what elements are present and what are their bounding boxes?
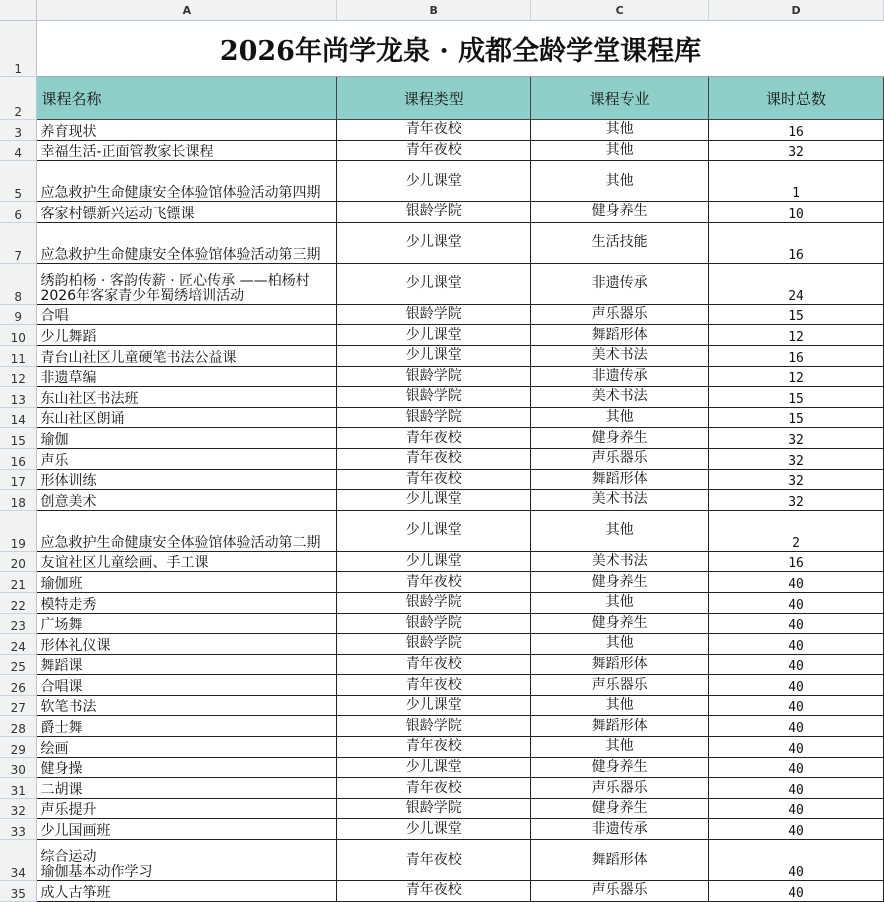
course-type-cell[interactable]: 青年夜校 (337, 428, 531, 449)
course-major-cell[interactable]: 非遗传承 (531, 366, 709, 387)
course-major-cell[interactable]: 健身养生 (531, 572, 709, 593)
course-name-cell[interactable]: 东山社区朗诵 (37, 407, 337, 428)
course-major-cell[interactable]: 美术书法 (531, 490, 709, 511)
row-header[interactable]: 13 (0, 387, 37, 408)
total-hours-cell[interactable]: 16 (709, 222, 884, 263)
total-hours-cell[interactable]: 40 (709, 634, 884, 655)
row-header[interactable]: 16 (0, 448, 37, 469)
table-row (0, 345, 884, 366)
course-name-cell[interactable]: 客家村镖新兴运动飞镖课 (37, 202, 337, 223)
course-major-cell[interactable]: 舞蹈形体 (531, 840, 709, 881)
course-type-cell[interactable]: 少儿课堂 (337, 263, 531, 304)
total-hours-cell[interactable]: 40 (709, 757, 884, 778)
course-type-cell[interactable]: 银龄学院 (337, 798, 531, 819)
course-type-cell[interactable]: 青年夜校 (337, 778, 531, 799)
row-header[interactable]: 6 (0, 202, 37, 223)
table-row (0, 469, 884, 490)
course-type-cell[interactable]: 青年夜校 (337, 469, 531, 490)
course-type-cell[interactable]: 青年夜校 (337, 120, 531, 141)
course-major-cell[interactable]: 其他 (531, 140, 709, 161)
row-header[interactable]: 25 (0, 654, 37, 675)
total-hours-cell[interactable]: 32 (709, 448, 884, 469)
table-row (0, 407, 884, 428)
course-major-cell[interactable]: 美术书法 (531, 387, 709, 408)
course-name-cell[interactable]: 二胡课 (37, 778, 337, 799)
row-header[interactable]: 18 (0, 490, 37, 511)
course-name-cell[interactable]: 少儿国画班 (37, 819, 337, 840)
header-course-type[interactable]: 课程类型 (337, 77, 531, 120)
table-row (0, 572, 884, 593)
course-type-cell[interactable]: 银龄学院 (337, 592, 531, 613)
table-row (0, 120, 884, 141)
course-major-cell[interactable]: 其他 (531, 120, 709, 141)
total-hours-cell[interactable]: 15 (709, 304, 884, 325)
table-row (0, 222, 884, 263)
total-hours-cell[interactable]: 40 (709, 881, 884, 902)
row-header[interactable]: 10 (0, 325, 37, 346)
course-type-cell[interactable]: 银龄学院 (337, 634, 531, 655)
table-row (0, 510, 884, 551)
course-type-cell[interactable]: 银龄学院 (337, 716, 531, 737)
table-row (0, 161, 884, 202)
course-type-cell[interactable]: 少儿课堂 (337, 490, 531, 511)
course-type-cell[interactable]: 青年夜校 (337, 140, 531, 161)
course-type-cell[interactable]: 少儿课堂 (337, 325, 531, 346)
course-type-cell[interactable]: 青年夜校 (337, 654, 531, 675)
total-hours-cell[interactable]: 40 (709, 675, 884, 696)
course-major-cell[interactable]: 非遗传承 (531, 819, 709, 840)
course-major-cell[interactable]: 声乐器乐 (531, 675, 709, 696)
table-row (0, 592, 884, 613)
row-header[interactable]: 2 (0, 77, 37, 120)
course-major-cell[interactable]: 其他 (531, 695, 709, 716)
course-major-cell[interactable]: 舞蹈形体 (531, 654, 709, 675)
table-row (0, 778, 884, 799)
course-name-cell[interactable]: 爵士舞 (37, 716, 337, 737)
total-hours-cell[interactable]: 15 (709, 387, 884, 408)
table-row (0, 490, 884, 511)
course-type-cell[interactable]: 少儿课堂 (337, 510, 531, 551)
row-header[interactable]: 15 (0, 428, 37, 449)
course-name-cell[interactable]: 综合运动 瑜伽基本动作学习 (37, 840, 337, 881)
table-row (0, 263, 884, 304)
row-header[interactable]: 20 (0, 551, 37, 572)
course-major-cell[interactable]: 美术书法 (531, 345, 709, 366)
course-name-cell[interactable]: 声乐提升 (37, 798, 337, 819)
course-type-cell[interactable]: 少儿课堂 (337, 345, 531, 366)
course-type-cell[interactable]: 银龄学院 (337, 304, 531, 325)
total-hours-cell[interactable]: 40 (709, 778, 884, 799)
total-hours-cell[interactable]: 40 (709, 737, 884, 758)
select-all-corner[interactable] (0, 0, 37, 21)
course-major-cell[interactable]: 其他 (531, 407, 709, 428)
course-name-cell[interactable]: 绣韵柏杨 · 客韵传薪 · 匠心传承 ——柏杨村2026年客家青少年蜀绣培训活动 (37, 263, 337, 304)
total-hours-cell[interactable]: 40 (709, 716, 884, 737)
course-type-cell[interactable]: 银龄学院 (337, 202, 531, 223)
course-name-cell[interactable]: 幸福生活-正面管教家长课程 (37, 140, 337, 161)
table-row (0, 840, 884, 881)
course-major-cell[interactable]: 其他 (531, 634, 709, 655)
table-row (0, 881, 884, 902)
course-name-cell[interactable]: 声乐 (37, 448, 337, 469)
row-header[interactable]: 26 (0, 675, 37, 696)
course-major-cell[interactable]: 舞蹈形体 (531, 325, 709, 346)
course-major-cell[interactable]: 声乐器乐 (531, 448, 709, 469)
course-major-cell[interactable]: 健身养生 (531, 757, 709, 778)
table-row (0, 551, 884, 572)
table-row (0, 737, 884, 758)
course-major-cell[interactable]: 声乐器乐 (531, 881, 709, 902)
course-name-cell[interactable]: 东山社区书法班 (37, 387, 337, 408)
course-major-cell[interactable]: 舞蹈形体 (531, 469, 709, 490)
table-row (0, 716, 884, 737)
total-hours-cell[interactable]: 24 (709, 263, 884, 304)
row-header[interactable]: 23 (0, 613, 37, 634)
course-name-cell[interactable]: 合唱课 (37, 675, 337, 696)
course-type-cell[interactable]: 银龄学院 (337, 366, 531, 387)
course-major-cell[interactable]: 健身养生 (531, 428, 709, 449)
table-row (0, 798, 884, 819)
table-row (0, 613, 884, 634)
row-header[interactable]: 29 (0, 737, 37, 758)
course-name-cell[interactable]: 青台山社区儿童硬笔书法公益课 (37, 345, 337, 366)
course-type-cell[interactable]: 少儿课堂 (337, 757, 531, 778)
column-header-b[interactable]: B (337, 0, 531, 21)
total-hours-cell[interactable]: 12 (709, 366, 884, 387)
total-hours-cell[interactable]: 32 (709, 140, 884, 161)
course-type-cell[interactable]: 少儿课堂 (337, 161, 531, 202)
course-major-cell[interactable]: 其他 (531, 737, 709, 758)
total-hours-cell[interactable]: 32 (709, 428, 884, 449)
total-hours-cell[interactable]: 32 (709, 490, 884, 511)
course-type-cell[interactable]: 少儿课堂 (337, 819, 531, 840)
row-header[interactable]: 22 (0, 592, 37, 613)
total-hours-cell[interactable]: 16 (709, 120, 884, 141)
course-name-cell[interactable]: 应急救护生命健康安全体验馆体验活动第二期 (37, 510, 337, 551)
course-name-cell[interactable]: 应急救护生命健康安全体验馆体验活动第三期 (37, 222, 337, 263)
total-hours-cell[interactable]: 16 (709, 551, 884, 572)
course-major-cell[interactable]: 非遗传承 (531, 263, 709, 304)
row-header[interactable]: 24 (0, 634, 37, 655)
course-type-cell[interactable]: 少儿课堂 (337, 695, 531, 716)
course-major-cell[interactable]: 健身养生 (531, 798, 709, 819)
total-hours-cell[interactable]: 40 (709, 613, 884, 634)
row-header[interactable]: 3 (0, 120, 37, 141)
row-header[interactable]: 32 (0, 798, 37, 819)
course-name-cell[interactable]: 少儿舞蹈 (37, 325, 337, 346)
course-type-cell[interactable]: 银龄学院 (337, 387, 531, 408)
total-hours-cell[interactable]: 15 (709, 407, 884, 428)
total-hours-cell[interactable]: 40 (709, 819, 884, 840)
total-hours-cell[interactable]: 40 (709, 840, 884, 881)
total-hours-cell[interactable]: 2 (709, 510, 884, 551)
course-name-cell[interactable]: 健身操 (37, 757, 337, 778)
course-name-cell[interactable]: 绘画 (37, 737, 337, 758)
course-major-cell[interactable]: 声乐器乐 (531, 304, 709, 325)
row-header[interactable]: 4 (0, 140, 37, 161)
course-major-cell[interactable]: 健身养生 (531, 613, 709, 634)
row-header[interactable]: 19 (0, 510, 37, 551)
course-major-cell[interactable]: 生活技能 (531, 222, 709, 263)
table-row (0, 819, 884, 840)
table-row (0, 428, 884, 449)
table-row (0, 366, 884, 387)
course-major-cell[interactable]: 其他 (531, 592, 709, 613)
table-row (0, 387, 884, 408)
row-header[interactable]: 7 (0, 222, 37, 263)
row-header[interactable]: 8 (0, 263, 37, 304)
total-hours-cell[interactable]: 16 (709, 345, 884, 366)
row-header[interactable]: 35 (0, 881, 37, 902)
course-name-cell[interactable]: 友谊社区儿童绘画、手工课 (37, 551, 337, 572)
total-hours-cell[interactable]: 32 (709, 469, 884, 490)
course-name-cell[interactable]: 养育现状 (37, 120, 337, 141)
total-hours-cell[interactable]: 10 (709, 202, 884, 223)
course-name-cell[interactable]: 非遗草编 (37, 366, 337, 387)
total-hours-cell[interactable]: 12 (709, 325, 884, 346)
course-name-cell[interactable]: 形体礼仪课 (37, 634, 337, 655)
course-type-cell[interactable]: 银龄学院 (337, 407, 531, 428)
row-header[interactable]: 9 (0, 304, 37, 325)
course-name-cell[interactable]: 舞蹈课 (37, 654, 337, 675)
row-header[interactable]: 12 (0, 366, 37, 387)
course-type-cell[interactable]: 少儿课堂 (337, 551, 531, 572)
course-type-cell[interactable]: 青年夜校 (337, 675, 531, 696)
course-name-cell[interactable]: 应急救护生命健康安全体验馆体验活动第四期 (37, 161, 337, 202)
course-type-cell[interactable]: 青年夜校 (337, 881, 531, 902)
course-name-cell[interactable]: 瑜伽 (37, 428, 337, 449)
course-major-cell[interactable]: 美术书法 (531, 551, 709, 572)
row-header[interactable]: 28 (0, 716, 37, 737)
column-header-a[interactable]: A (37, 0, 337, 21)
course-type-cell[interactable]: 青年夜校 (337, 737, 531, 758)
course-name-cell[interactable]: 模特走秀 (37, 592, 337, 613)
row-header[interactable]: 27 (0, 695, 37, 716)
total-hours-cell[interactable]: 40 (709, 592, 884, 613)
course-name-cell[interactable]: 成人古筝班 (37, 881, 337, 902)
row-header[interactable]: 17 (0, 469, 37, 490)
table-row (0, 634, 884, 655)
row-header[interactable]: 21 (0, 572, 37, 593)
header-total-hours[interactable]: 课时总数 (709, 77, 884, 120)
course-name-cell[interactable]: 形体训练 (37, 469, 337, 490)
row-header[interactable]: 34 (0, 840, 37, 881)
table-row (0, 675, 884, 696)
sheet-title[interactable]: 2026年尚学龙泉 · 成都全龄学堂课程库 (37, 21, 884, 77)
row-header[interactable]: 33 (0, 819, 37, 840)
course-major-cell[interactable]: 健身养生 (531, 202, 709, 223)
course-major-cell[interactable]: 声乐器乐 (531, 778, 709, 799)
course-type-cell[interactable]: 银龄学院 (337, 613, 531, 634)
total-hours-cell[interactable]: 40 (709, 695, 884, 716)
course-name-cell[interactable]: 广场舞 (37, 613, 337, 634)
course-name-cell[interactable]: 合唱 (37, 304, 337, 325)
table-row (0, 140, 884, 161)
total-hours-cell[interactable]: 40 (709, 654, 884, 675)
table-row (0, 325, 884, 346)
table-row (0, 304, 884, 325)
table-row (0, 202, 884, 223)
course-type-cell[interactable]: 少儿课堂 (337, 222, 531, 263)
total-hours-cell[interactable]: 40 (709, 798, 884, 819)
course-name-cell[interactable]: 创意美术 (37, 490, 337, 511)
row-header[interactable]: 1 (0, 21, 37, 77)
course-name-cell[interactable]: 瑜伽班 (37, 572, 337, 593)
table-row (0, 695, 884, 716)
course-major-cell[interactable]: 其他 (531, 510, 709, 551)
total-hours-cell[interactable]: 1 (709, 161, 884, 202)
row-header[interactable]: 14 (0, 407, 37, 428)
header-course-major[interactable]: 课程专业 (531, 77, 709, 120)
table-row (0, 757, 884, 778)
header-course-name[interactable]: 课程名称 (37, 77, 337, 120)
course-type-cell[interactable]: 青年夜校 (337, 448, 531, 469)
table-row (0, 654, 884, 675)
course-major-cell[interactable]: 舞蹈形体 (531, 716, 709, 737)
course-major-cell[interactable]: 其他 (531, 161, 709, 202)
course-type-cell[interactable]: 青年夜校 (337, 572, 531, 593)
course-type-cell[interactable]: 青年夜校 (337, 840, 531, 881)
row-header[interactable]: 31 (0, 778, 37, 799)
row-header[interactable]: 30 (0, 757, 37, 778)
row-header[interactable]: 5 (0, 161, 37, 202)
column-header-d[interactable]: D (709, 0, 884, 21)
row-header[interactable]: 11 (0, 345, 37, 366)
column-header-c[interactable]: C (531, 0, 709, 21)
total-hours-cell[interactable]: 40 (709, 572, 884, 593)
table-row (0, 448, 884, 469)
course-name-cell[interactable]: 软笔书法 (37, 695, 337, 716)
